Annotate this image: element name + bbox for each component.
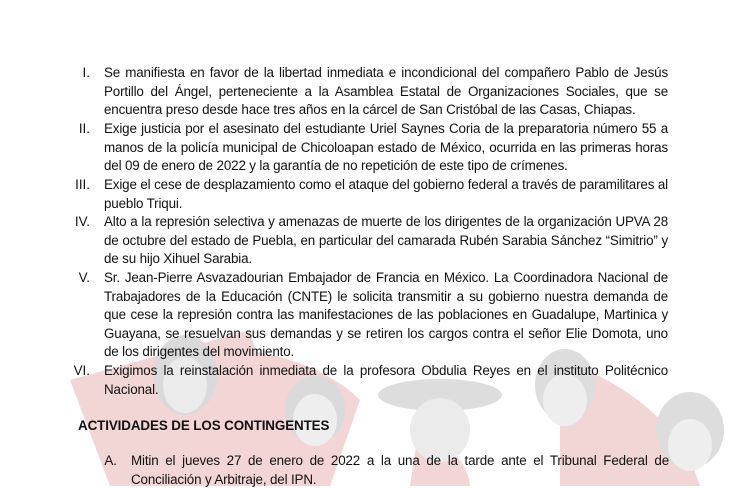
demand-text: Exigimos la reinstalación inmediata de la profesora Obdulia Reyes en el instituto Politécnico Nacional. [104, 363, 668, 397]
demand-numeral: I. [82, 65, 90, 80]
demand-text: Exige justicia por el asesinato del estudiante Uriel Saynes Coria de la preparatoria número 55 a manos de la policía municipal de Chicoloapan estado de México, ocurrida en las primeras horas del 09 de enero de 2022 y la garantía de no repetición de este tipo de crímenes. [104, 121, 668, 174]
activity-letter: A. [104, 453, 117, 468]
demand-numeral: II. [78, 121, 90, 136]
demand-numeral: III. [75, 177, 90, 192]
demand-numeral: VI. [73, 363, 90, 378]
demand-numeral: V. [78, 270, 90, 285]
demand-text: Alto a la represión selectiva y amenazas de muerte de los dirigentes de la organización UPVA 28 de octubre del estado de Puebla, en particular del camarada Rubén Sarabia Sánchez “Simitrio” y de su hijo Xihuel Sarabia. [104, 214, 668, 267]
activity-text: Mitin el jueves 27 de enero de 2022 a la una de la tarde ante el Tribunal Federal de Conciliación y Arbitraje, del IPN. [131, 453, 669, 487]
demand-text: Se manifiesta en favor de la libertad inmediata e incondicional del compañero Pablo de Jesús Portillo del Ángel, perteneciente a la Asamblea Estatal de Organizaciones Sociales, que se encuentra preso desde hace tres años en la cárcel de San Cristóbal de las Casas, Chiapas. [104, 65, 668, 118]
demand-text: Exige el cese de desplazamiento como el ataque del gobierno federal a través de paramilitares al pueblo Triqui. [104, 177, 668, 211]
demand-text: Sr. Jean-Pierre Asvazadourian Embajador de Francia en México. La Coordinadora Nacional de Trabajadores de la Educación (CNTE) le solicita transmitir a su gobierno nuestra demanda de que cese la represión contra las manifestaciones de las poblaciones en Guadalupe, Martinica y Guayana, se resuelvan sus demandas y se retiren los cargos contra el señor Elie Domota, uno de los dirigentes del movimiento. [104, 270, 668, 360]
activities-heading: ACTIVIDADES DE LOS CONTINGENTES [78, 418, 330, 433]
demand-numeral: IV. [74, 214, 90, 229]
